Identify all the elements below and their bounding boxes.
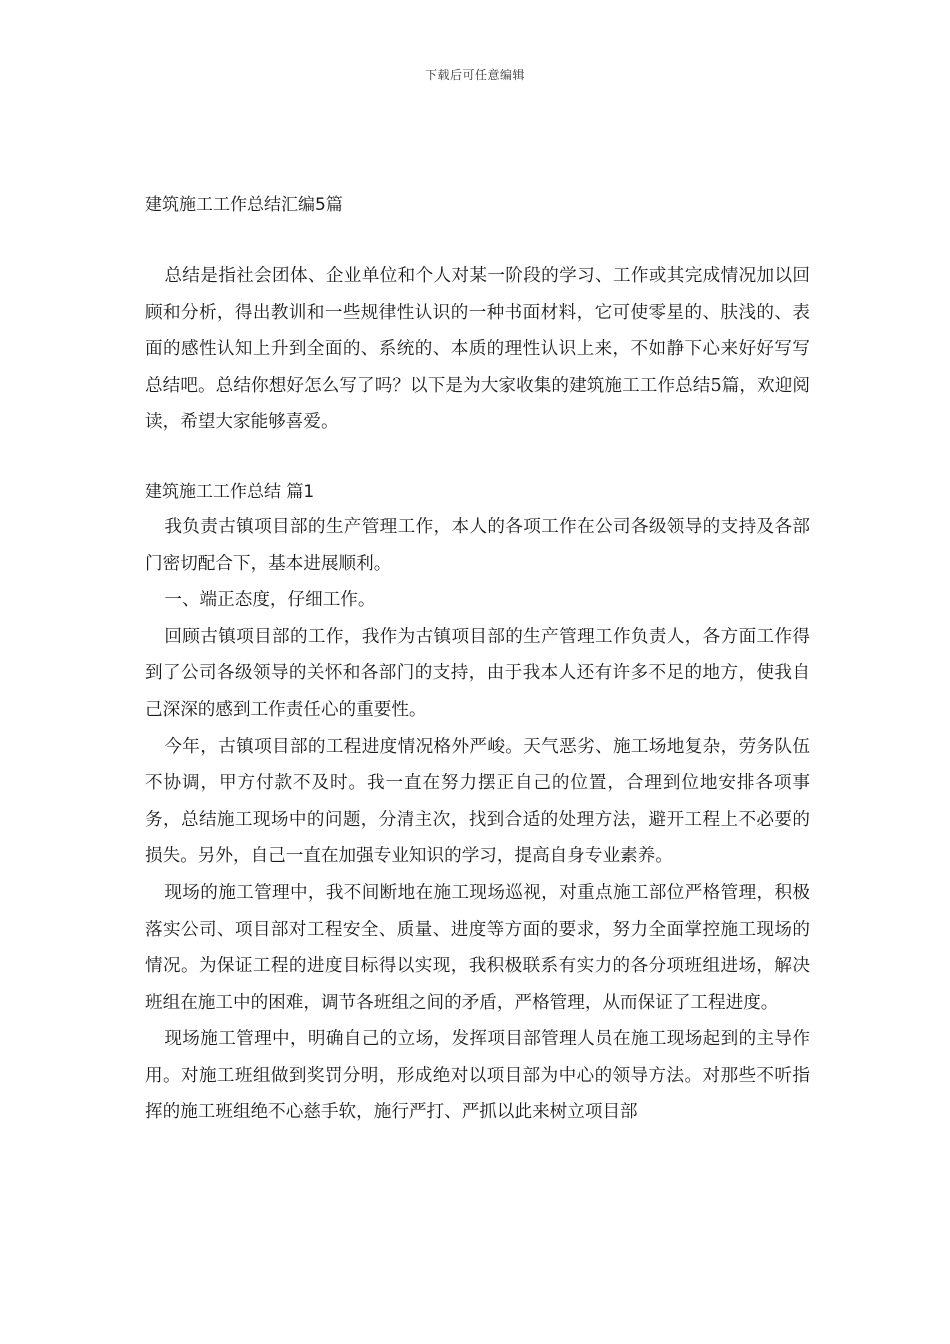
section-1-paragraph-4: 现场的施工管理中，我不间断地在施工现场巡视，对重点施工部位严格管理，积极落实公司、项目部对工程安全、质量、进度等方面的要求，努力全面掌控施工现场的情况。为保证工程的进度目标得以实现，我积极联系有实力的各分项班组进场，解决班组在施工中的困难，调节各班组之间的矛盾，严格管理，从而保证了工程进度。 xyxy=(145,882,810,1013)
section-1-title: 建筑施工工作总结 篇1 xyxy=(145,481,315,502)
section-1-paragraph-1: 我负责古镇项目部的生产管理工作，本人的各项工作在公司各级领导的支持及各部门密切配合下，基本进展顺利。 xyxy=(145,516,810,574)
document-title: 建筑施工工作总结汇编5篇 xyxy=(145,195,343,215)
page-header-note: 下载后可任意编辑 xyxy=(424,68,525,82)
section-1-paragraph-2: 回顾古镇项目部的工作，我作为古镇项目部的生产管理工作负责人，各方面工作得到了公司各级领导的关怀和各部门的支持，由于我本人还有许多不足的地方，使我自己深深的感到工作责任心的重要性。 xyxy=(145,626,810,720)
section-1-paragraph-3: 今年，古镇项目部的工程进度情况格外严峻。天气恶劣、施工场地复杂，劳务队伍不协调，甲方付款不及时。我一直在努力摆正自己的位置，合理到位地安排各项事务，总结施工现场中的问题，分清主次，找到合适的处理方法，避开工程上不必要的损失。另外，自己一直在加强专业知识的学习，提高自身专业素养。 xyxy=(145,736,810,867)
section-1-paragraph-5: 现场施工管理中，明确自己的立场，发挥项目部管理人员在施工现场起到的主导作用。对施工班组做到奖罚分明，形成绝对以项目部为中心的领导方法。对那些不听指挥的施工班组绝不心慈手软，施行严打、严抓以此来树立项目部 xyxy=(145,1029,810,1123)
intro-paragraph: 总结是指社会团体、企业单位和个人对某一阶段的学习、工作或其完成情况加以回顾和分析，得出教训和一些规律性认识的一种书面材料，它可使零星的、肤浅的、表面的感性认知上升到全面的、系统的、本质的理性认识上来，不如静下心来好好写写总结吧。总结你想好怎么写了吗？以下是为大家收集的建筑施工工作总结5篇，欢迎阅读，希望大家能够喜爱。 xyxy=(145,266,810,433)
section-1-heading-1: 一、端正态度，仔细工作。 xyxy=(164,590,376,611)
document-body xyxy=(145,190,810,1131)
